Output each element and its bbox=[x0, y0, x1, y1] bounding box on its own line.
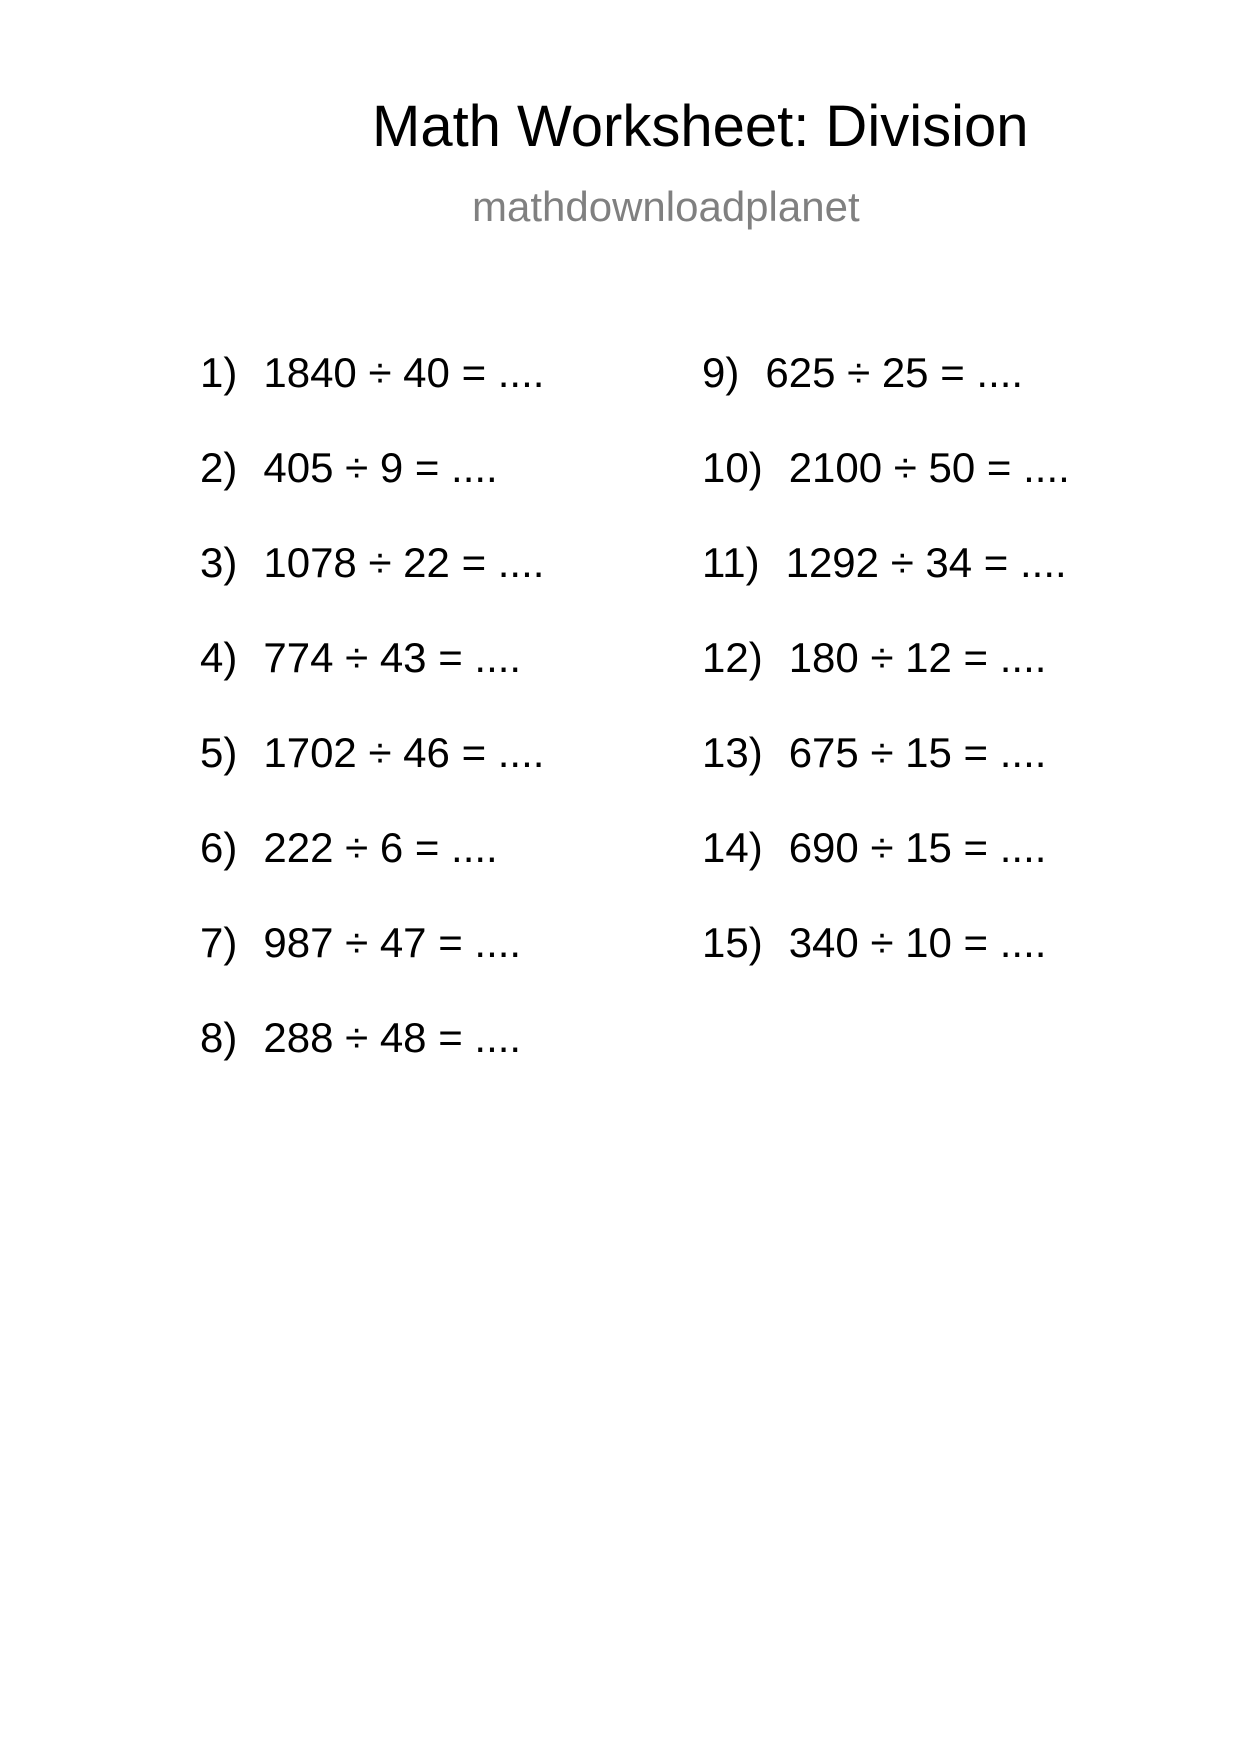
worksheet-source: mathdownloadplanet bbox=[472, 183, 860, 230]
problem-expression: 1702 ÷ 46 = .... bbox=[263, 729, 545, 776]
problem-item bbox=[702, 349, 1070, 447]
problem-item bbox=[702, 919, 1070, 1017]
problem-item bbox=[702, 634, 1070, 732]
problem-item bbox=[200, 824, 544, 922]
problem-number: 5) bbox=[200, 729, 238, 776]
problem-expression: 774 ÷ 43 = .... bbox=[263, 634, 522, 681]
problem-item bbox=[200, 349, 545, 447]
worksheet-title: Math Worksheet: Division bbox=[372, 94, 1029, 159]
problem-item bbox=[702, 729, 1070, 827]
problem-expression: 288 ÷ 48 = .... bbox=[263, 1014, 522, 1061]
problem-expression: 625 ÷ 25 = .... bbox=[765, 349, 1024, 396]
problem-expression: 675 ÷ 15 = .... bbox=[788, 729, 1047, 776]
problem-item bbox=[200, 444, 544, 542]
problem-item bbox=[200, 729, 545, 827]
problem-expression: 690 ÷ 15 = .... bbox=[788, 824, 1047, 871]
problem-number: 11) bbox=[702, 539, 760, 586]
problem-item bbox=[200, 919, 544, 1017]
problem-number: 10) bbox=[702, 444, 763, 491]
problem-number: 9) bbox=[702, 349, 740, 396]
problem-item bbox=[200, 1014, 544, 1112]
problem-expression: 340 ÷ 10 = .... bbox=[788, 919, 1047, 966]
problem-number: 13) bbox=[702, 729, 763, 776]
problem-item bbox=[200, 634, 544, 732]
problem-number: 4) bbox=[200, 634, 238, 681]
problem-number: 1) bbox=[200, 349, 238, 396]
problem-expression: 180 ÷ 12 = .... bbox=[788, 634, 1047, 681]
problem-expression: 987 ÷ 47 = .... bbox=[263, 919, 522, 966]
problem-expression: 2100 ÷ 50 = .... bbox=[788, 444, 1070, 491]
problem-item bbox=[702, 444, 1070, 542]
problem-expression: 1292 ÷ 34 = .... bbox=[785, 539, 1067, 586]
problem-number: 8) bbox=[200, 1014, 238, 1061]
problem-number: 14) bbox=[702, 824, 763, 871]
problem-number: 7) bbox=[200, 919, 238, 966]
problem-expression: 405 ÷ 9 = .... bbox=[263, 444, 498, 491]
problem-expression: 1840 ÷ 40 = .... bbox=[263, 349, 545, 396]
problem-number: 12) bbox=[702, 634, 763, 681]
problem-item bbox=[200, 539, 545, 637]
problem-expression: 222 ÷ 6 = .... bbox=[263, 824, 498, 871]
problem-number: 3) bbox=[200, 539, 238, 586]
problem-item bbox=[702, 539, 1070, 637]
problem-expression: 1078 ÷ 22 = .... bbox=[263, 539, 545, 586]
problem-list-left bbox=[200, 349, 545, 1112]
problem-item bbox=[702, 824, 1070, 922]
problem-number: 6) bbox=[200, 824, 238, 871]
problem-number: 2) bbox=[200, 444, 238, 491]
problem-list-right bbox=[702, 349, 1070, 1017]
problem-number: 15) bbox=[702, 919, 763, 966]
